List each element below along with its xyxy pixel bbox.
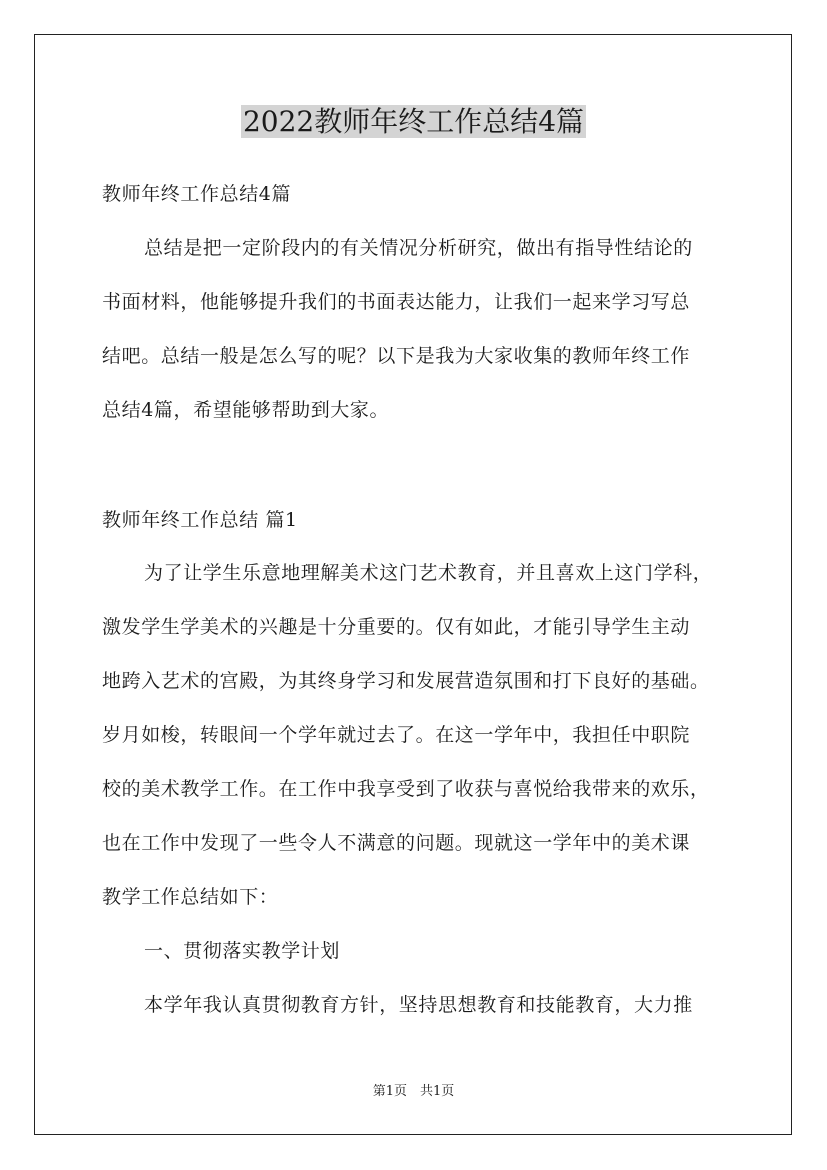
- body-line-3: 地跨入艺术的宫殿，为其终身学习和发展营造氛围和打下良好的基础。: [102, 670, 710, 692]
- section-heading: 教师年终工作总结 篇1: [102, 509, 298, 531]
- subheading: 一、贯彻落实教学计划: [144, 940, 341, 962]
- document-title-text: 2022教师年终工作总结4篇: [242, 105, 585, 138]
- document-title: [0, 103, 827, 141]
- intro-line-1: 总结是把一定阶段内的有关情况分析研究，做出有指导性结论的: [144, 237, 693, 259]
- page-number: 第1页 共1页: [372, 1084, 455, 1099]
- intro-line-4: 总结4篇，希望能够帮助到大家。: [102, 399, 390, 421]
- document-subtitle: 教师年终工作总结4篇: [102, 183, 292, 205]
- body-line-4: 岁月如梭，转眼间一个学年就过去了。在这一学年中，我担任中职院: [102, 724, 691, 746]
- intro-line-3: 结吧。总结一般是怎么写的呢？以下是我为大家收集的教师年终工作: [102, 345, 691, 367]
- body-line-6: 也在工作中发现了一些令人不满意的问题。现就这一学年中的美术课: [102, 832, 691, 854]
- body-line-2: 激发学生学美术的兴趣是十分重要的。仅有如此，才能引导学生主动: [102, 616, 691, 638]
- body-line-1: 为了让学生乐意地理解美术这门艺术教育，并且喜欢上这门学科，: [144, 562, 713, 584]
- body-line-7: 教学工作总结如下：: [102, 886, 279, 908]
- intro-line-2: 书面材料，他能够提升我们的书面表达能力，让我们一起来学习写总: [102, 291, 691, 313]
- body-line-5: 校的美术教学工作。在工作中我享受到了收获与喜悦给我带来的欢乐，: [102, 778, 710, 800]
- body-line-last: 本学年我认真贯彻教育方针，坚持思想教育和技能教育，大力推: [144, 994, 693, 1016]
